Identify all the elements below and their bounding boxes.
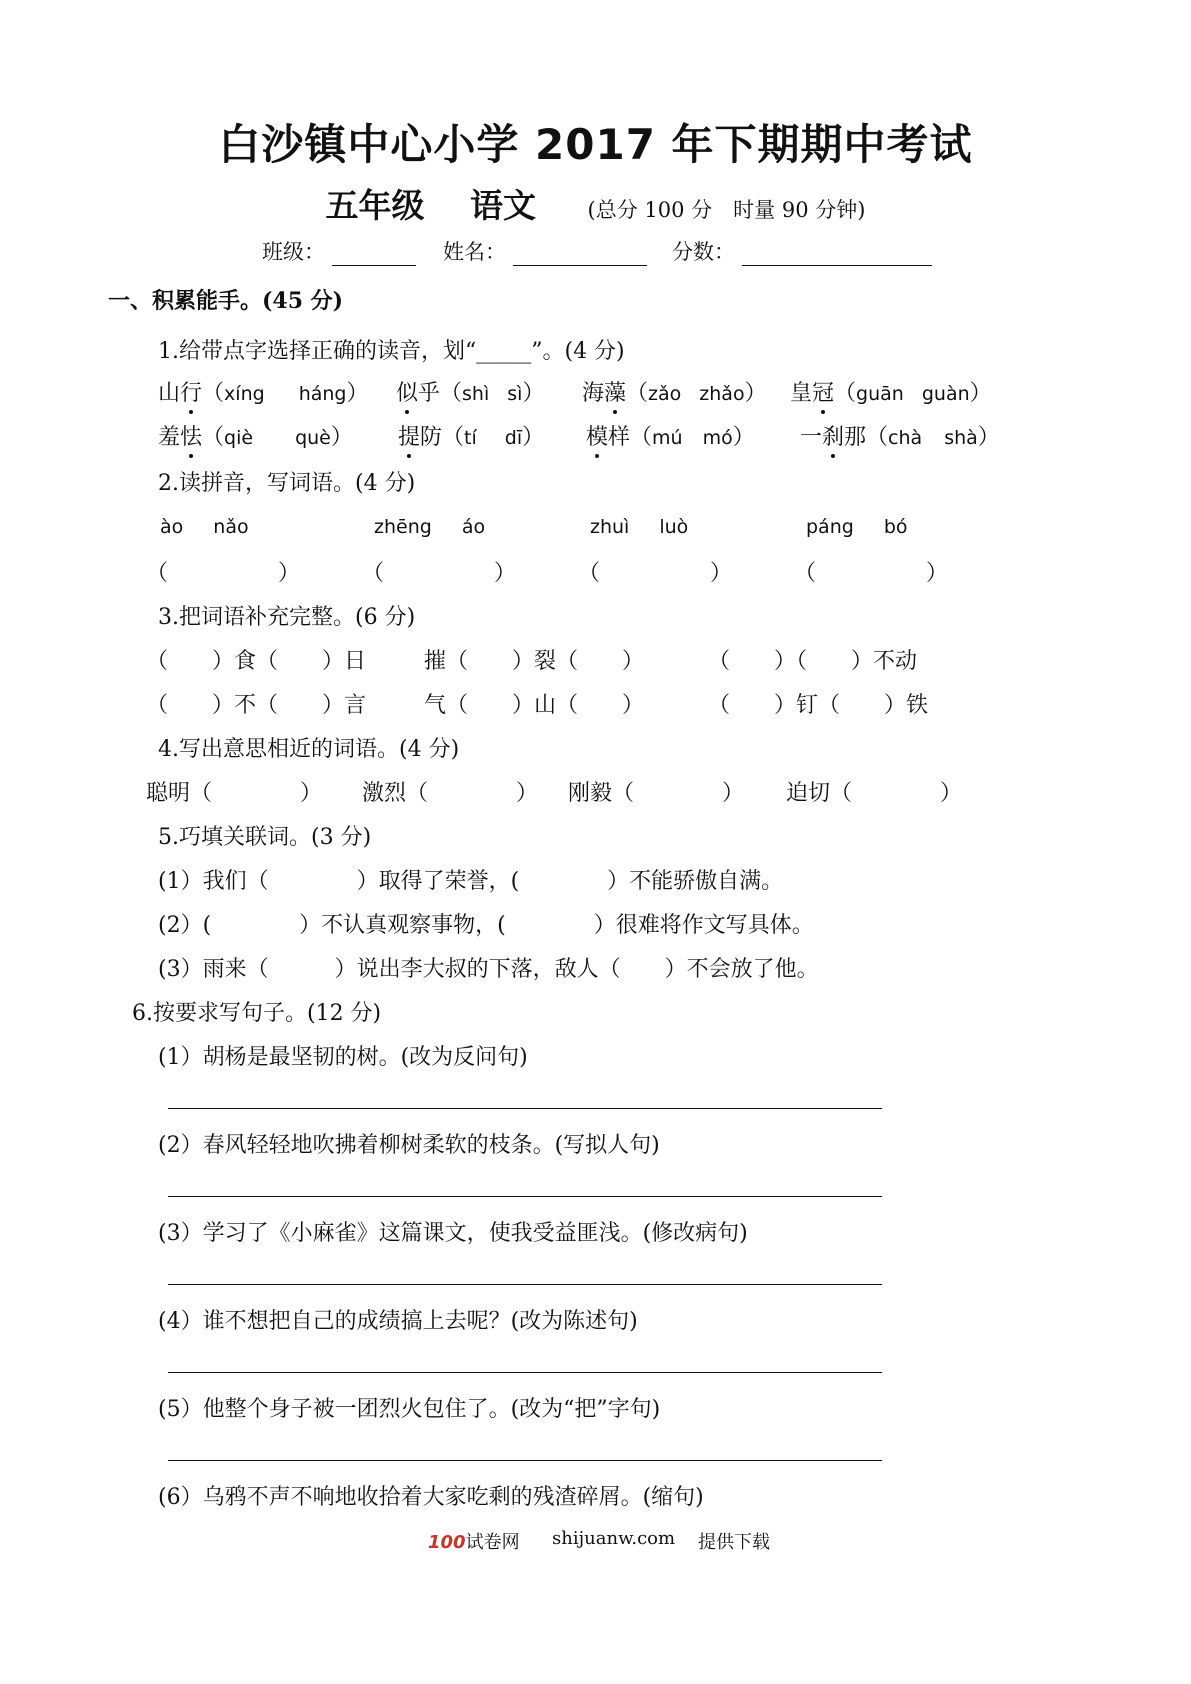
class-label: 班级： — [262, 240, 325, 264]
section-title: 一、积累能手。(45 分) — [108, 288, 344, 314]
conjunction-item[interactable]: (3）雨来（ ）说出李大叔的下落，敌人（ ）不会放了他。 — [158, 957, 819, 982]
pinyin-choice-item: 模样（mú mó） — [586, 420, 755, 451]
question-title: 2.读拼音，写词语。(4 分) — [158, 471, 416, 496]
score-blank — [742, 243, 932, 266]
grade-label: 五年级 — [325, 186, 425, 225]
answer-line[interactable] — [168, 1460, 882, 1461]
footer-url[interactable]: shijuanw.com — [552, 1528, 676, 1549]
pinyin-prompt: ào nǎo — [160, 516, 249, 538]
pinyin-choice-item: 一刹那（chà shà） — [800, 420, 1000, 451]
pinyin-choice-item: 海藻（zǎo zhǎo） — [582, 376, 767, 407]
answer-paren[interactable]: （ ） — [578, 561, 733, 586]
name-field — [443, 236, 647, 266]
pinyin-choice-item: 皇冠（guān guàn） — [790, 376, 992, 407]
sentence-task: (5）他整个身子被一团烈火包住了。(改为“把”字句) — [158, 1397, 661, 1422]
sentence-task: (1）胡杨是最坚韧的树。(改为反问句) — [158, 1045, 528, 1070]
sentence-task: (3）学习了《小麻雀》这篇课文，使我受益匪浅。(修改病句) — [158, 1221, 748, 1246]
question-title: 1.给带点字选择正确的读音，划“_____”。(4 分) — [158, 339, 625, 364]
answer-line[interactable] — [168, 1196, 882, 1197]
idiom-fill-item[interactable]: （ ）不（ ）言 — [146, 693, 367, 718]
name-label: 姓名： — [443, 240, 506, 264]
class-field — [262, 236, 416, 266]
score-label: 分数： — [672, 240, 735, 264]
subject-label: 语文 — [470, 186, 537, 225]
synonym-item[interactable]: 迫切（ ） — [786, 781, 963, 806]
synonym-item[interactable]: 聪明（ ） — [146, 781, 323, 806]
class-blank — [332, 243, 416, 266]
pinyin-choice-item: 似乎（shì sì） — [396, 376, 544, 407]
exam-subtitle — [0, 180, 1191, 227]
answer-paren[interactable]: （ ） — [146, 561, 301, 586]
sentence-task: (6）乌鸦不声不响地收拾着大家吃剩的残渣碎屑。(缩句) — [158, 1485, 704, 1510]
answer-line[interactable] — [168, 1372, 882, 1373]
question-title: 4.写出意思相近的词语。(4 分) — [158, 737, 460, 762]
score-field — [672, 236, 932, 266]
pinyin-prompt: zhēng áo — [374, 516, 486, 538]
idiom-fill-item[interactable]: （ ）食（ ）日 — [146, 649, 367, 674]
answer-line[interactable] — [168, 1108, 882, 1109]
conjunction-item[interactable]: (1）我们（ ）取得了荣誉，( ）不能骄傲自满。 — [158, 869, 784, 894]
pinyin-choice-item: 羞怯（qiè què） — [158, 420, 353, 451]
site-logo: 100 — [428, 1532, 466, 1553]
sentence-task: (4）谁不想把自己的成绩搞上去呢？(改为陈述句) — [158, 1309, 638, 1334]
idiom-fill-item[interactable]: 气（ ）山（ ） — [424, 693, 645, 718]
pinyin-prompt: páng bó — [806, 516, 908, 538]
conjunction-item[interactable]: (2）( ）不认真观察事物，( ）很难将作文写具体。 — [158, 913, 814, 938]
pinyin-choice-item: 提防（tí dī） — [398, 420, 544, 451]
synonym-item[interactable]: 刚毅（ ） — [568, 781, 745, 806]
pinyin-choice-item: 山行（xíng háng） — [158, 376, 369, 407]
question-title: 6.按要求写句子。(12 分) — [132, 1001, 382, 1026]
footer-brand — [428, 1528, 520, 1554]
name-blank — [513, 243, 647, 266]
exam-meta: (总分 100 分 时量 90 分钟) — [587, 198, 866, 222]
synonym-item[interactable]: 激烈（ ） — [362, 781, 539, 806]
answer-paren[interactable]: （ ） — [794, 561, 949, 586]
sentence-task: (2）春风轻轻地吹拂着柳树柔软的枝条。(写拟人句) — [158, 1133, 660, 1158]
question-title: 3.把词语补充完整。(6 分) — [158, 605, 416, 630]
idiom-fill-item[interactable]: 摧（ ）裂（ ） — [424, 649, 645, 674]
idiom-fill-item[interactable]: （ ）钉（ ）铁 — [708, 693, 929, 718]
answer-line[interactable] — [168, 1284, 882, 1285]
idiom-fill-item[interactable]: （ ）（ ）不动 — [708, 649, 918, 674]
exam-title: 白沙镇中心小学 2017 年下期期中考试 — [218, 120, 973, 169]
question-title: 5.巧填关联词。(3 分) — [158, 825, 372, 850]
answer-paren[interactable]: （ ） — [362, 561, 517, 586]
pinyin-prompt: zhuì luò — [590, 516, 689, 538]
site-name: 试卷网 — [465, 1532, 520, 1553]
footer-download: 提供下载 — [698, 1532, 770, 1553]
